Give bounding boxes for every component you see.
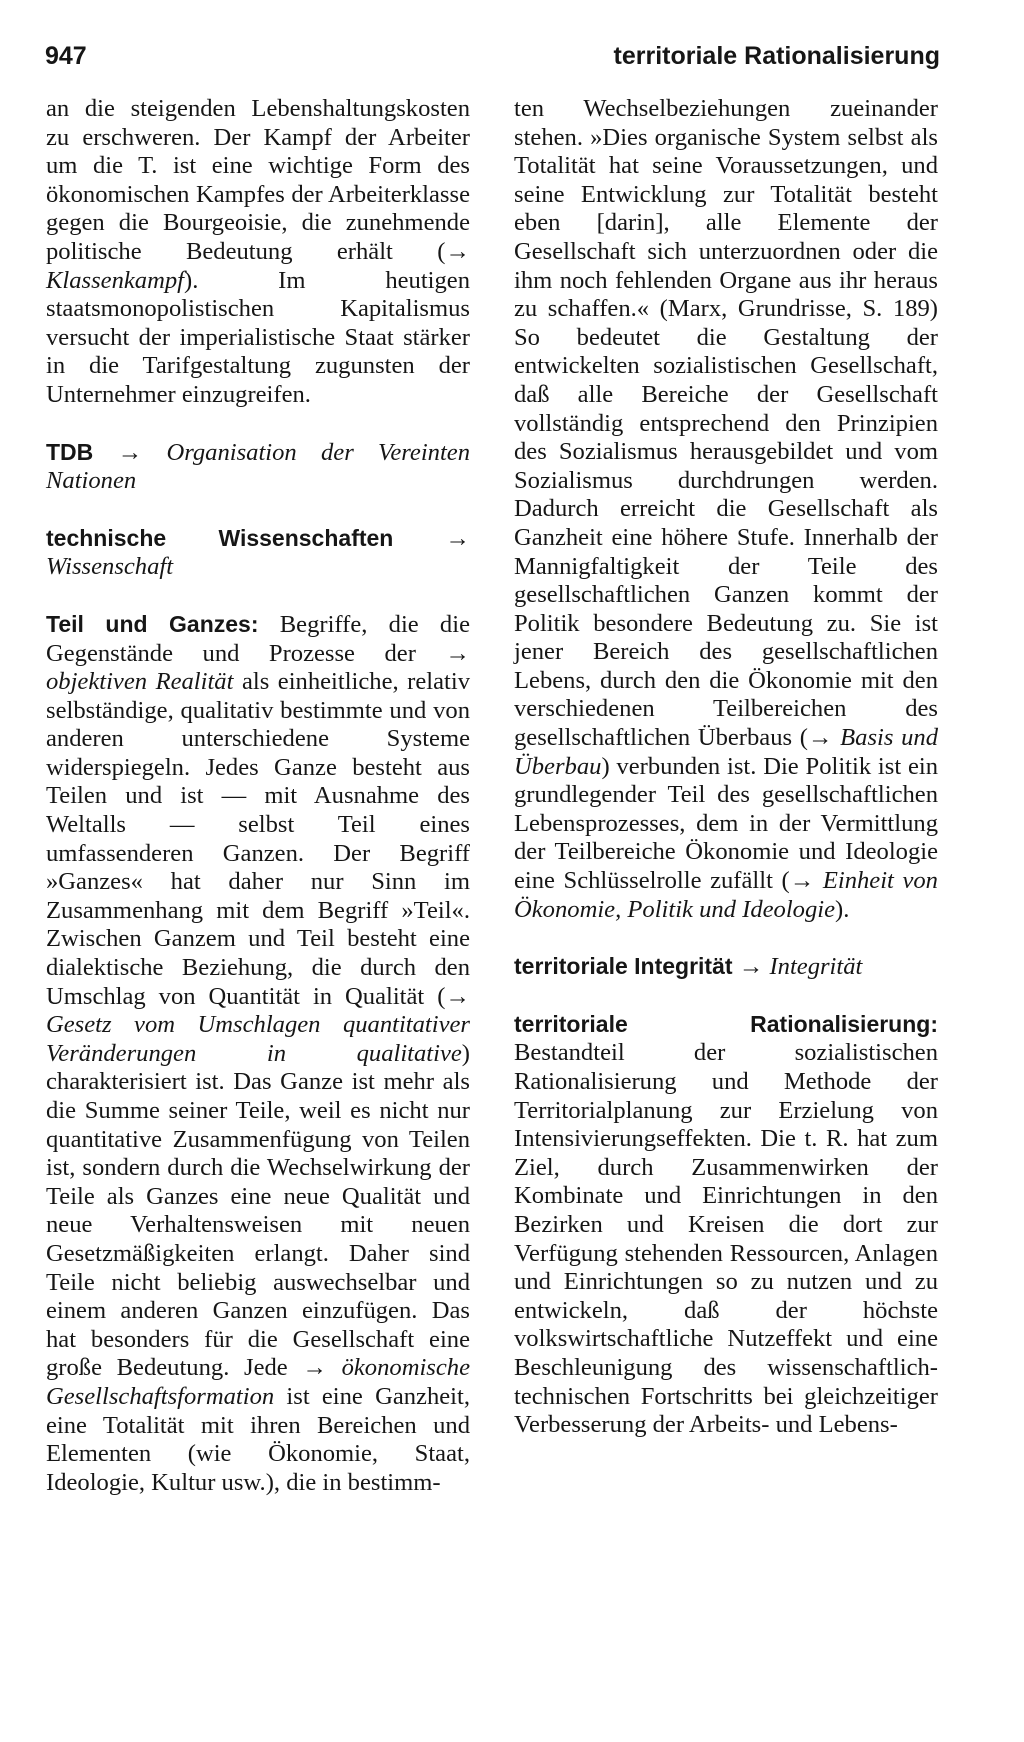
arrow-icon: → (117, 438, 143, 466)
entry-text: an die steigenden Lebenshaltungskosten zu erschweren. Der Kampf der Arbeiter um die T. ist eine wichtige Form des ökonomischen Kampfes der Arbeiterklasse gegen die Bourgeoisie, die zunehmende politische Bedeutung erhält ( (46, 95, 470, 265)
arrow-icon: → (445, 982, 470, 1010)
headword: Teil und Ganzes: (46, 610, 259, 637)
arrow-icon: → (445, 524, 470, 552)
arrow-icon: → (302, 1354, 327, 1382)
arrow-icon: → (445, 237, 470, 265)
arrow-icon: → (807, 724, 833, 752)
cross-reference[interactable]: ökonomische Gesellschaftsformation (46, 1354, 470, 1410)
page-number: 947 (45, 42, 87, 70)
cross-reference[interactable]: Einheit von Ökonomie, Politik und Ideologie (514, 867, 938, 923)
entry-tdb (46, 438, 470, 496)
page-header (45, 42, 940, 82)
entry-territoriale-rationalisierung (514, 1010, 938, 1440)
headword: technische Wissenschaften (46, 524, 394, 551)
headword: territoriale Integrität (514, 953, 733, 980)
entry-text: Begriffe, die die Gegenstände und Prozesse der (46, 610, 470, 667)
entry-text: ). (835, 895, 850, 923)
cross-reference[interactable]: Klassenkampf (46, 266, 184, 294)
headword: TDB (46, 438, 94, 465)
left-column (46, 95, 470, 1525)
entry-territoriale-integritaet (514, 952, 938, 982)
entry-text: ) verbunden ist. Die Politik ist ein grundlegender Teil des gesellschaftlichen Lebensprozesses, dem in der Vermittlung der Teilbereiche Ökonomie und Ideologie eine Schlüsselrolle zufällt ( (514, 752, 938, 895)
entry-text: ). Im heutigen staatsmonopolistischen Kapitalismus versucht der imperialistische Staat stärker in die Tarifgestaltung zugunsten der Unternehmer einzugreifen. (46, 266, 470, 408)
entry-text: ) charakterisiert ist. Das Ganze ist mehr als die Summe seiner Teile, weil es nicht nur quantitative Zusammenfügung von Teilen ist, sondern durch die Wechselwirkung der Teile als Ganzes eine neue Qualität und neue Verhaltensweisen mit neuen Gesetzmäßigkeiten erlangt. Daher sind Teile nicht beliebig auswechselbar und einem anderen Ganzen einzufügen. Das hat besonders für die Gesellschaft eine große Bedeutung. Jede (46, 1039, 470, 1382)
cross-reference[interactable]: Wissenschaft (46, 553, 174, 581)
running-head: territoriale Rationalisierung (613, 42, 940, 70)
cross-reference[interactable]: objektiven Realität (46, 668, 234, 696)
entry-continuation (46, 95, 470, 410)
cross-reference[interactable]: Basis und Überbau (514, 724, 938, 780)
entry-text: ten Wechselbeziehungen zueinander stehen. »Dies organische System selbst als Totalität hat seine Voraussetzungen, und seine Entwicklung zur Totalität besteht eben [darin], alle Elemente der Gesellschaft sich unterzuordnen oder die ihm noch fehlenden Organe aus ihr heraus zu schaffen.« (Marx, Grundrisse, S. 189) So bedeutet die Gestaltung der entwickelten sozialistischen Gesellschaft, daß alle Bereiche der Gesellschaft vollständig entsprechend den Prinzipien des Sozialismus herausgebildet und vom Sozialismus durchdrungen werden. Dadurch erreicht die Gesellschaft als Ganzheit eine höhere Stufe. Innerhalb der Mannigfaltigkeit der Teile des gesellschaftlichen Ganzen kommt der Politik besondere Bedeutung zu. Sie ist jener Bereich des gesellschaftlichen Lebens, durch den die Ökonomie mit den verschiedenen Teilbereichen des gesellschaftlichen Überbaus ( (514, 95, 938, 752)
cross-reference[interactable]: Gesetz vom Umschlagen quantitativer Veränderungen in qualitative (46, 1011, 470, 1067)
right-column (514, 95, 938, 1468)
arrow-icon: → (445, 639, 470, 667)
cross-reference[interactable]: Organisation der Vereinten Nationen (46, 438, 470, 495)
entry-continuation (514, 95, 938, 924)
entry-text: Bestandteil der sozialistischen Rationalisierung und Methode der Territorialplanung zur Erzielung von Intensivierungseffekten. Die t. R. hat zum Ziel, durch Zusammenwirken der Kombinate und Einrichtungen in den Bezirken und Kreisen die dort zur Verfügung stehenden Ressourcen, Anlagen und Einrichtungen so zu nutzen und zu entwickeln, daß der höchste volkswirtschaftliche Nutzeffekt und eine Beschleunigung des wissenschaftlich-technischen Fortschritts bei gleichzeitiger Verbesserung der Arbeits- und Lebens- (514, 1039, 938, 1439)
entry-teil-und-ganzes (46, 610, 470, 1497)
entry-technische-wissenschaften (46, 524, 470, 582)
arrow-icon: → (738, 953, 764, 981)
headword: territoriale Rationalisierung: (514, 1010, 938, 1037)
entry-text: ist eine Ganzheit, eine Totalität mit ihren Bereichen und Elementen (wie Ökonomie, Staat, Ideologie, Kultur usw.), die in bestimm- (46, 1382, 470, 1496)
arrow-icon: → (789, 867, 815, 895)
cross-reference[interactable]: Integrität (769, 953, 863, 981)
entry-text: als einheitliche, relativ selbständige, qualitativ bestimmte und von anderen unterschiedene Systeme widerspiegeln. Jedes Ganze besteht aus Teilen und ist — mit Ausnahme des Weltalls — selbst Teil eines umfassenderen Ganzen. Der Begriff »Ganzes« hat daher nur Sinn im Zusammenhang mit dem Begriff »Teil«. Zwischen Ganzem und Teil besteht eine dialektische Beziehung, die durch den Umschlag von Quantität in Qualität ( (46, 668, 470, 1010)
